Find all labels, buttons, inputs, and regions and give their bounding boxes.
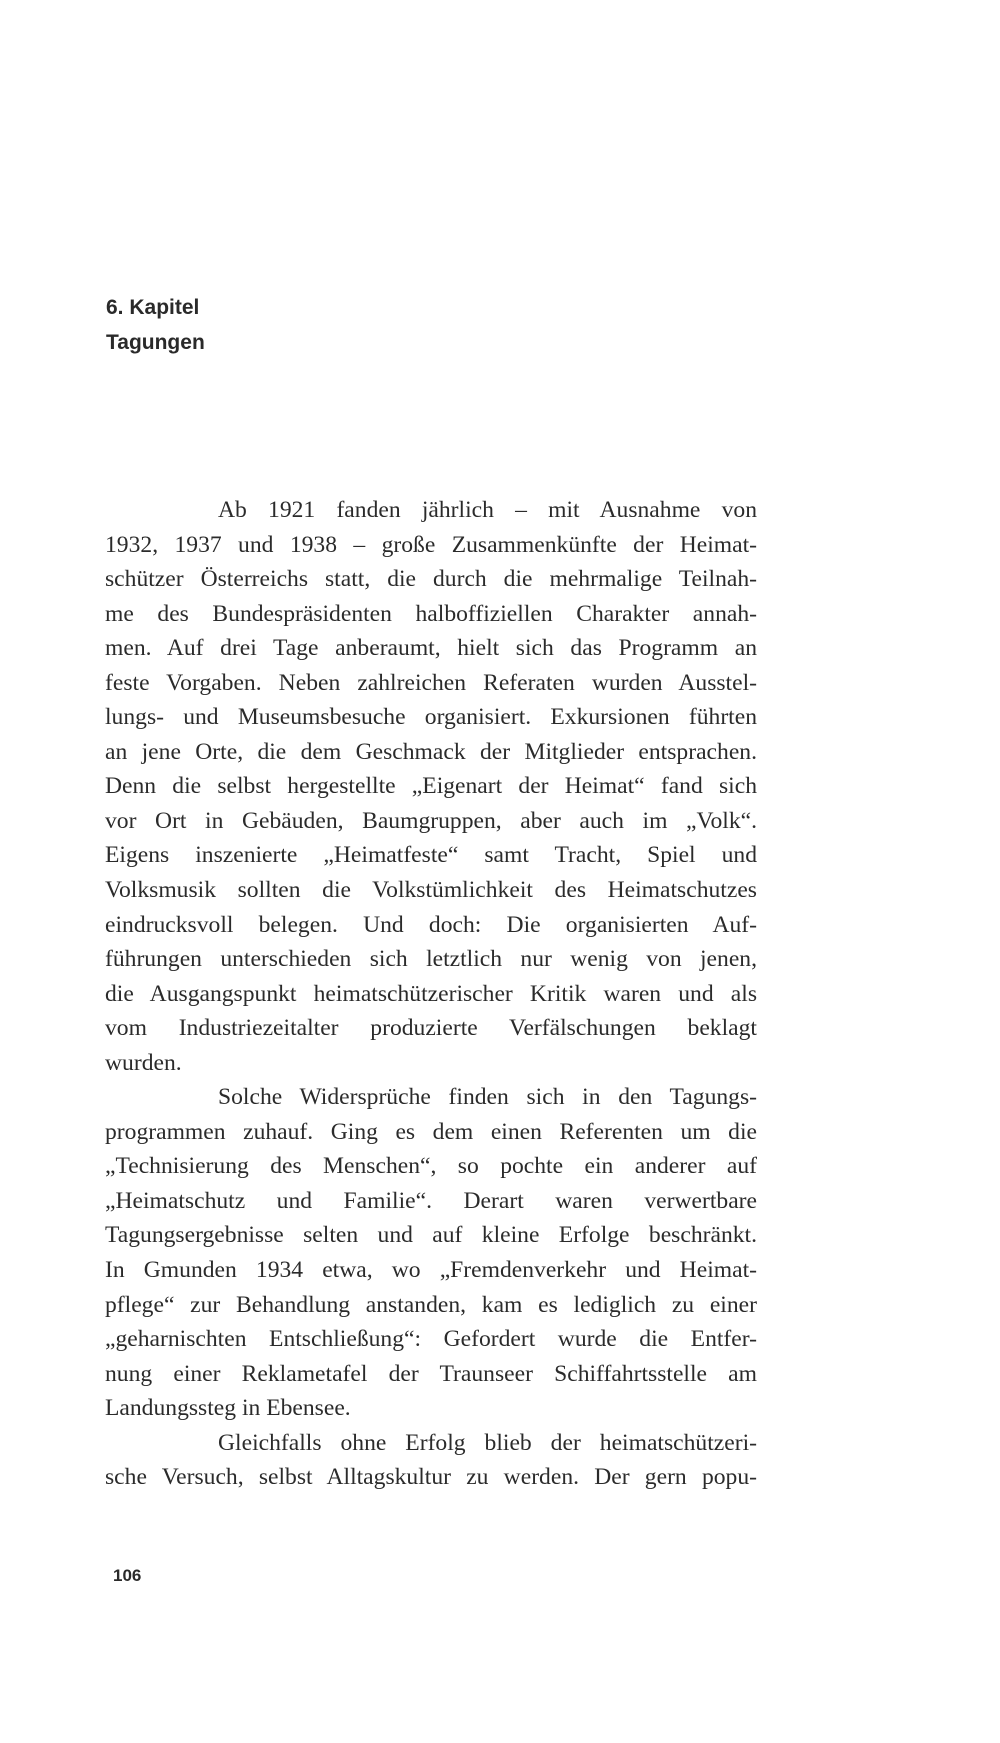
text-line: Solche Widersprüche finden sich in den Tagungs- xyxy=(218,1084,757,1111)
text-line: lungs- und Museumsbesuche organisiert. Exkursionen führten xyxy=(105,704,757,731)
text-line: an jene Orte, die dem Geschmack der Mitglieder entsprachen. xyxy=(105,738,757,765)
paragraph xyxy=(105,1426,757,1495)
body-text xyxy=(105,493,757,1495)
page-number: 106 xyxy=(113,1566,142,1585)
paragraph xyxy=(105,1080,757,1425)
text-line: die Ausgangspunkt heimatschützerischer Kritik waren und als xyxy=(105,980,757,1007)
text-line: wurden. xyxy=(105,1049,182,1076)
text-line: „Technisierung des Menschen“, so pochte ein anderer auf xyxy=(105,1153,757,1180)
text-line: pflege“ zur Behandlung anstanden, kam es lediglich zu einer xyxy=(105,1291,757,1318)
text-line: nung einer Reklametafel der Traunseer Schiffahrtsstelle am xyxy=(105,1360,757,1387)
text-line: Ab 1921 fanden jährlich – mit Ausnahme von xyxy=(218,497,757,523)
text-line: führungen unterschieden sich letztlich nur wenig von jenen, xyxy=(105,946,757,973)
text-line: „Heimatschutz und Familie“. Derart waren verwertbare xyxy=(105,1187,757,1214)
chapter-number: 6. Kapitel xyxy=(106,296,200,319)
text-line: Tagungsergebnisse selten und auf kleine Erfolge beschränkt. xyxy=(105,1222,757,1249)
chapter-title: Tagungen xyxy=(106,331,205,354)
text-line: Landungssteg in Ebensee. xyxy=(105,1395,351,1422)
text-line: vom Industriezeitalter produzierte Verfälschungen beklagt xyxy=(105,1015,757,1042)
paragraph xyxy=(105,493,757,1080)
text-line: eindrucksvoll belegen. Und doch: Die organisierten Auf- xyxy=(105,911,757,938)
text-line: In Gmunden 1934 etwa, wo „Fremdenverkehr und Heimat- xyxy=(105,1257,757,1284)
text-line: schützer Österreichs statt, die durch die mehrmalige Teilnah- xyxy=(105,566,757,593)
text-line: feste Vorgaben. Neben zahlreichen Referaten wurden Ausstel- xyxy=(105,669,757,696)
text-line: „geharnischten Entschließung“: Gefordert wurde die Entfer- xyxy=(105,1326,757,1353)
text-line: Denn die selbst hergestellte „Eigenart der Heimat“ fand sich xyxy=(105,773,757,800)
text-line: men. Auf drei Tage anberaumt, hielt sich das Programm an xyxy=(105,635,757,662)
text-line: 1932, 1937 und 1938 – große Zusammenkünfte der Heimat- xyxy=(105,531,757,558)
text-line: sche Versuch, selbst Alltagskultur zu werden. Der gern popu- xyxy=(105,1464,757,1491)
text-line: programmen zuhauf. Ging es dem einen Referenten um die xyxy=(105,1118,757,1145)
text-line: Volksmusik sollten die Volkstümlichkeit des Heimatschutzes xyxy=(105,877,757,904)
chapter-heading xyxy=(106,290,205,360)
text-line: me des Bundespräsidenten halboffiziellen Charakter annah- xyxy=(105,600,757,627)
text-line: Eigens inszenierte „Heimatfeste“ samt Tracht, Spiel und xyxy=(105,842,757,869)
text-line: vor Ort in Gebäuden, Baumgruppen, aber auch im „Volk“. xyxy=(105,807,757,834)
text-line: Gleichfalls ohne Erfolg blieb der heimatschützeri- xyxy=(218,1429,757,1456)
